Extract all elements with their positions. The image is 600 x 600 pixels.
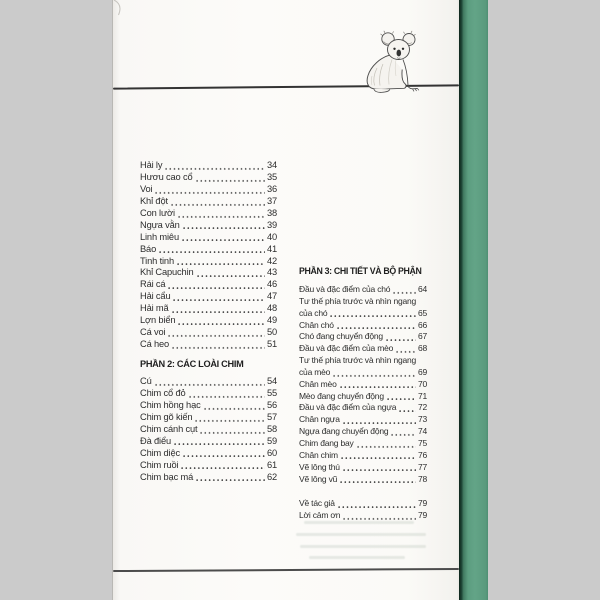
toc-entry	[299, 426, 427, 438]
dot-leader	[333, 374, 416, 378]
dot-leader	[341, 456, 416, 460]
toc-entry-label: Báo	[140, 243, 157, 254]
section-2-title: PHẦN 2: CÁC LOÀI CHIM	[140, 359, 244, 369]
toc-entry	[299, 402, 427, 414]
toc-entry-label: của mèo	[299, 366, 331, 377]
toc-entry-page: 35	[266, 171, 277, 182]
toc-entry	[140, 196, 277, 208]
dot-leader	[196, 179, 265, 183]
toc-entry-label: Chân mèo	[299, 378, 337, 389]
toc-entry-page: 73	[417, 414, 427, 425]
page-corner-curl	[112, 0, 132, 18]
toc-entry-label: Chân chim	[299, 449, 338, 460]
toc-entry	[140, 244, 277, 256]
toc-entry-label: Đầu và đặc điểm của chó	[299, 284, 391, 294]
toc-entry-label: Rái cá	[140, 279, 166, 290]
toc-entry-page: 76	[417, 449, 427, 460]
dot-leader	[204, 407, 265, 411]
toc-entry-label: Ngựa đang chuyển động	[299, 426, 389, 437]
toc-left-column	[140, 160, 277, 483]
dot-leader	[171, 203, 265, 207]
toc-entry-page: 77	[417, 461, 427, 472]
toc-entry	[299, 367, 427, 379]
toc-entry	[140, 256, 277, 268]
dot-leader	[386, 338, 416, 342]
toc-entry-page: 58	[266, 423, 277, 434]
toc-entry	[299, 510, 427, 522]
toc-entry-page: 36	[266, 183, 277, 194]
toc-entry	[299, 308, 427, 320]
toc-entry-label: Chim ruồi	[140, 459, 179, 470]
toc-entry	[299, 498, 427, 510]
toc-entry-label: Vẽ lông vũ	[299, 473, 338, 484]
bird-entries-list	[140, 376, 277, 483]
toc-entry-page: 61	[266, 459, 277, 470]
dot-leader	[343, 517, 416, 521]
toc-entry-label: Chim cánh cụt	[140, 423, 198, 434]
toc-entry-label: Con lười	[140, 207, 175, 218]
page-showthrough	[300, 545, 426, 548]
toc-entry-label: Chim hồng hạc	[140, 399, 201, 410]
toc-entry	[140, 412, 277, 424]
toc-entry-label: Vẽ lông thú	[299, 461, 340, 472]
toc-entry-page: 42	[266, 255, 277, 266]
dot-leader	[168, 286, 265, 290]
animal-entries-list	[140, 160, 277, 351]
toc-entry	[140, 208, 277, 220]
toc-entry-page: 41	[266, 243, 277, 254]
toc-entry-label: Lời cảm ơn	[299, 510, 341, 521]
dot-leader	[196, 478, 265, 482]
toc-entry	[299, 379, 427, 391]
page-showthrough	[296, 533, 426, 536]
toc-entry-page: 55	[266, 387, 277, 398]
toc-entry	[140, 327, 277, 339]
toc-entry-label: Chim gõ kiến	[140, 411, 193, 422]
toc-entry	[140, 400, 277, 412]
toc-entry-label: Chân chó	[299, 319, 334, 330]
toc-entry	[299, 450, 427, 462]
toc-entry	[299, 296, 427, 308]
toc-right-column	[299, 266, 427, 522]
dot-leader	[168, 334, 265, 338]
dot-leader	[159, 250, 265, 254]
koala-sketch-illustration	[352, 26, 424, 98]
dot-leader	[183, 226, 265, 230]
toc-entry-label: Về tác giả	[299, 498, 335, 509]
toc-entry-page: 78	[417, 473, 427, 484]
toc-entry	[140, 172, 277, 184]
toc-entry-page: 75	[417, 437, 427, 448]
dot-leader	[165, 167, 265, 171]
dot-leader	[357, 445, 416, 449]
toc-entry-page: 47	[266, 291, 277, 302]
dot-leader	[340, 480, 416, 484]
dot-leader	[173, 298, 264, 302]
dot-leader	[155, 383, 265, 387]
dot-leader	[174, 442, 265, 446]
dot-leader	[177, 262, 265, 266]
dot-leader	[200, 431, 264, 435]
section-3-title: PHẦN 3: CHI TIẾT VÀ BỘ PHẬN	[299, 266, 422, 276]
dot-leader	[343, 421, 416, 425]
dot-leader	[330, 314, 416, 318]
dot-leader	[343, 468, 416, 472]
toc-entry-label: Đà điểu	[140, 435, 171, 446]
toc-entry-label: Tư thế phía trước và nhìn ngang	[299, 295, 417, 306]
toc-entry-label: Chân ngựa	[299, 414, 340, 425]
toc-entry	[140, 220, 277, 232]
dot-leader	[182, 238, 265, 242]
toc-entry-page: 72	[417, 402, 427, 413]
dot-leader	[172, 346, 265, 350]
toc-entry-label: Khỉ đột	[140, 195, 168, 206]
dot-leader	[337, 326, 416, 330]
toc-entry	[140, 232, 277, 244]
toc-entry-label: Chó đang chuyển động	[299, 331, 383, 342]
page-showthrough	[309, 556, 405, 559]
toc-entry	[140, 315, 277, 327]
dot-leader	[387, 397, 416, 401]
toc-entry-label: Hải cẩu	[140, 291, 171, 302]
toc-entry	[299, 284, 427, 296]
toc-entry-label: của chó	[299, 307, 328, 318]
toc-entry	[140, 339, 277, 351]
toc-entry-label: Hươu cao cổ	[140, 171, 193, 182]
toc-entry-label: Đầu và đặc điểm của ngựa	[299, 402, 397, 413]
toc-entry-page: 79	[417, 510, 427, 521]
toc-entry	[140, 267, 277, 279]
dot-leader	[172, 310, 265, 314]
dot-leader	[396, 350, 416, 354]
dot-leader	[189, 395, 265, 399]
toc-entry	[299, 343, 427, 355]
toc-entry-page: 37	[266, 195, 277, 206]
toc-entry	[140, 424, 277, 436]
toc-entry-label: Tư thế phía trước và nhìn ngang	[299, 355, 417, 366]
toc-entry	[299, 414, 427, 426]
toc-entry-page: 60	[266, 447, 277, 458]
toc-entry-page: 51	[266, 339, 277, 350]
end-entries-list	[299, 498, 427, 522]
toc-entry	[140, 376, 277, 388]
dot-leader	[393, 291, 416, 295]
dot-leader	[178, 215, 265, 219]
toc-entry-page: 46	[266, 279, 277, 290]
dot-leader	[155, 191, 264, 195]
toc-entry	[140, 460, 277, 472]
toc-entry	[140, 388, 277, 400]
toc-entry-page: 69	[417, 366, 427, 377]
toc-entry-page: 48	[266, 303, 277, 314]
dot-leader	[338, 505, 416, 509]
toc-entry	[299, 462, 427, 474]
toc-entry-label: Chim cổ đỏ	[140, 387, 186, 398]
toc-entry-page: 43	[266, 267, 277, 278]
dot-leader	[181, 466, 265, 470]
toc-entry-page: 74	[417, 426, 427, 437]
toc-entry-label: Khỉ Capuchin	[140, 267, 194, 278]
toc-entry	[299, 438, 427, 450]
toc-entry-page: 39	[266, 219, 277, 230]
toc-entry-page: 54	[266, 376, 277, 386]
dot-leader	[197, 274, 265, 278]
toc-entry	[299, 474, 427, 486]
dot-leader	[399, 409, 416, 413]
toc-entry-page: 49	[266, 315, 277, 326]
toc-entry-page: 64	[417, 284, 427, 294]
toc-entry-label: Hải ly	[140, 160, 163, 170]
toc-entry	[299, 331, 427, 343]
toc-entry	[140, 303, 277, 315]
toc-entry-label: Hải mã	[140, 303, 169, 314]
dot-leader	[183, 454, 265, 458]
toc-entry-label: Ngựa vằn	[140, 219, 180, 230]
toc-entry-page: 68	[417, 343, 427, 354]
toc-entry	[140, 448, 277, 460]
toc-entry-page: 56	[266, 399, 277, 410]
toc-entry-label: Voi	[140, 183, 153, 194]
toc-entry-page: 34	[266, 160, 277, 170]
toc-entry	[140, 291, 277, 303]
toc-entry	[140, 472, 277, 484]
toc-entry-page: 65	[417, 307, 427, 318]
toc-entry	[299, 320, 427, 332]
toc-entry-label: Linh miêu	[140, 231, 179, 242]
toc-entry-page: 59	[266, 435, 277, 446]
toc-entry	[299, 355, 427, 367]
toc-entry	[140, 160, 277, 172]
toc-entry-label: Lợn biển	[140, 315, 176, 326]
toc-entry-page: 38	[266, 207, 277, 218]
toc-entry-label: Chim đang bay	[299, 437, 354, 448]
toc-entry-label: Chim bạc má	[140, 471, 194, 482]
toc-entry-label: Mèo đang chuyển động	[299, 390, 384, 401]
toc-entry-page: 66	[417, 319, 427, 330]
detail-entries-list	[299, 284, 427, 485]
dot-leader	[391, 433, 416, 437]
toc-entry	[299, 391, 427, 403]
toc-entry-page: 62	[266, 471, 277, 482]
dot-leader	[178, 322, 265, 326]
toc-entry-page: 67	[417, 331, 427, 342]
toc-entry	[140, 436, 277, 448]
toc-entry-page: 50	[266, 327, 277, 338]
toc-entry-page: 79	[417, 498, 427, 509]
book-cover-edge	[459, 0, 488, 600]
toc-entry-page: 71	[417, 390, 427, 401]
toc-entry-label: Chim diệc	[140, 447, 180, 458]
toc-entry-label: Đầu và đặc điểm của mèo	[299, 343, 394, 354]
dot-leader	[340, 385, 416, 389]
toc-entry-page: 57	[266, 411, 277, 422]
toc-entry-label: Cá heo	[140, 339, 170, 350]
toc-entry-label: Cú	[140, 376, 152, 386]
toc-entry-label: Tinh tinh	[140, 255, 174, 266]
toc-entry	[140, 184, 277, 196]
toc-entry-page: 70	[417, 378, 427, 389]
toc-entry	[140, 279, 277, 291]
dot-leader	[195, 419, 264, 423]
toc-entry-page: 40	[266, 231, 277, 242]
toc-entry-label: Cá voi	[140, 327, 166, 338]
